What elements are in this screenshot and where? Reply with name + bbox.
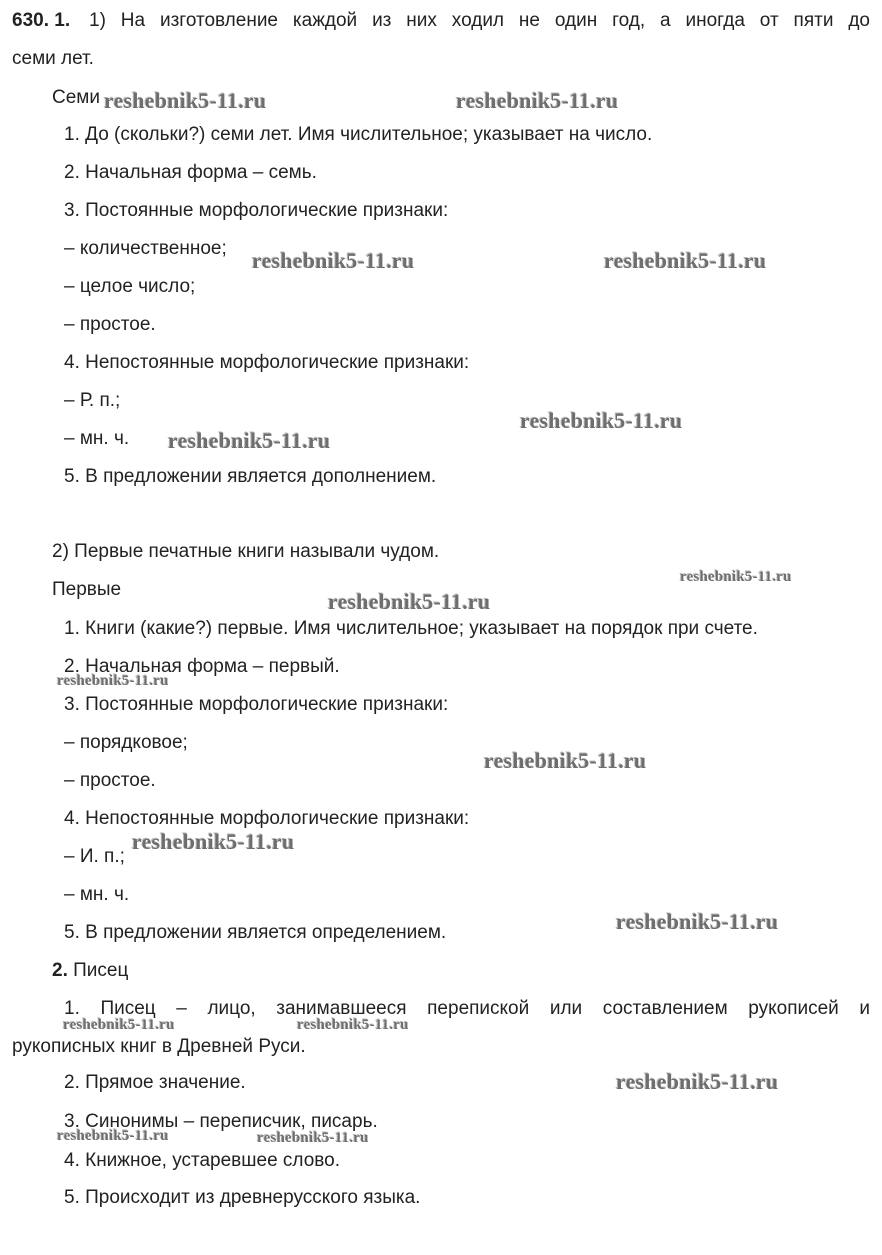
section2-item: 3. Постоянные морфологические признаки: bbox=[64, 694, 449, 715]
part2-heading bbox=[52, 959, 128, 983]
watermark: reshebnik5-11.ru bbox=[132, 829, 295, 854]
section2-item: – И. п.; bbox=[64, 846, 125, 867]
section1-word: Семи bbox=[52, 87, 100, 108]
watermark: reshebnik5-11.ru bbox=[520, 408, 683, 433]
part2-item: 2. Прямое значение. bbox=[64, 1072, 246, 1093]
section2-word: Первые bbox=[52, 579, 122, 600]
section2-item: – порядковое; bbox=[64, 732, 188, 753]
task-sentence-line1: 1) На изготовление каждой из них ходил не один год, а иногда от пяти до bbox=[89, 10, 870, 31]
section2-item: 5. В предложении является определением. bbox=[64, 922, 447, 943]
watermark: reshebnik5-11.ru bbox=[252, 248, 415, 273]
section1-item: – мн. ч. bbox=[64, 428, 130, 449]
task-part: 1. bbox=[54, 10, 71, 31]
task-sentence-line2: семи лет. bbox=[12, 48, 94, 69]
part2-item1-line1: 1. Писец – лицо, занимавшееся перепиской или составлением рукописей и bbox=[64, 998, 870, 1019]
watermark: reshebnik5-11.ru bbox=[616, 909, 779, 934]
part2-item1-line2: рукописных книг в Древней Руси. bbox=[12, 1036, 306, 1057]
watermark: reshebnik5-11.ru bbox=[297, 1017, 409, 1033]
part2-word: Писец bbox=[73, 960, 129, 981]
section1-item: 5. В предложении является дополнением. bbox=[64, 466, 437, 487]
watermark: reshebnik5-11.ru bbox=[57, 673, 169, 689]
watermark: reshebnik5-11.ru bbox=[328, 589, 491, 614]
section2-item: 1. Книги (какие?) первые. Имя числительное; указывает на порядок при счете. bbox=[64, 618, 758, 639]
watermark: reshebnik5-11.ru bbox=[257, 1130, 369, 1146]
section2-item: 2. Начальная форма – первый. bbox=[64, 656, 340, 677]
section1-item: 3. Постоянные морфологические признаки: bbox=[64, 200, 449, 221]
task-number: 630. bbox=[12, 10, 49, 31]
watermark: reshebnik5-11.ru bbox=[484, 748, 647, 773]
watermark: reshebnik5-11.ru bbox=[168, 428, 331, 453]
watermark: reshebnik5-11.ru bbox=[680, 569, 792, 585]
part2-item: 4. Книжное, устаревшее слово. bbox=[64, 1150, 341, 1171]
watermark: reshebnik5-11.ru bbox=[63, 1017, 175, 1033]
section1-item: 1. До (скольки?) семи лет. Имя числительное; указывает на число. bbox=[64, 124, 653, 145]
part2-item: 5. Происходит из древнерусского языка. bbox=[64, 1187, 421, 1208]
section1-item: 2. Начальная форма – семь. bbox=[64, 162, 317, 183]
watermark: reshebnik5-11.ru bbox=[104, 88, 267, 113]
watermark: reshebnik5-11.ru bbox=[456, 88, 619, 113]
section1-item: – количественное; bbox=[64, 238, 227, 259]
part2-item: 3. Синонимы – переписчик, писарь. bbox=[64, 1111, 378, 1132]
watermark: reshebnik5-11.ru bbox=[57, 1128, 169, 1144]
watermark: reshebnik5-11.ru bbox=[616, 1069, 779, 1094]
section1-item: – Р. п.; bbox=[64, 390, 121, 411]
section2-item: – простое. bbox=[64, 770, 156, 791]
section2-item: – мн. ч. bbox=[64, 884, 130, 905]
task-header bbox=[12, 9, 70, 33]
watermark: reshebnik5-11.ru bbox=[604, 248, 767, 273]
part2-number: 2. bbox=[52, 960, 68, 981]
section1-item: 4. Непостоянные морфологические признаки: bbox=[64, 352, 470, 373]
section1-item: – целое число; bbox=[64, 276, 196, 297]
section1-item: – простое. bbox=[64, 314, 156, 335]
section2-sentence: 2) Первые печатные книги называли чудом. bbox=[52, 541, 440, 562]
section2-item: 4. Непостоянные морфологические признаки: bbox=[64, 808, 470, 829]
